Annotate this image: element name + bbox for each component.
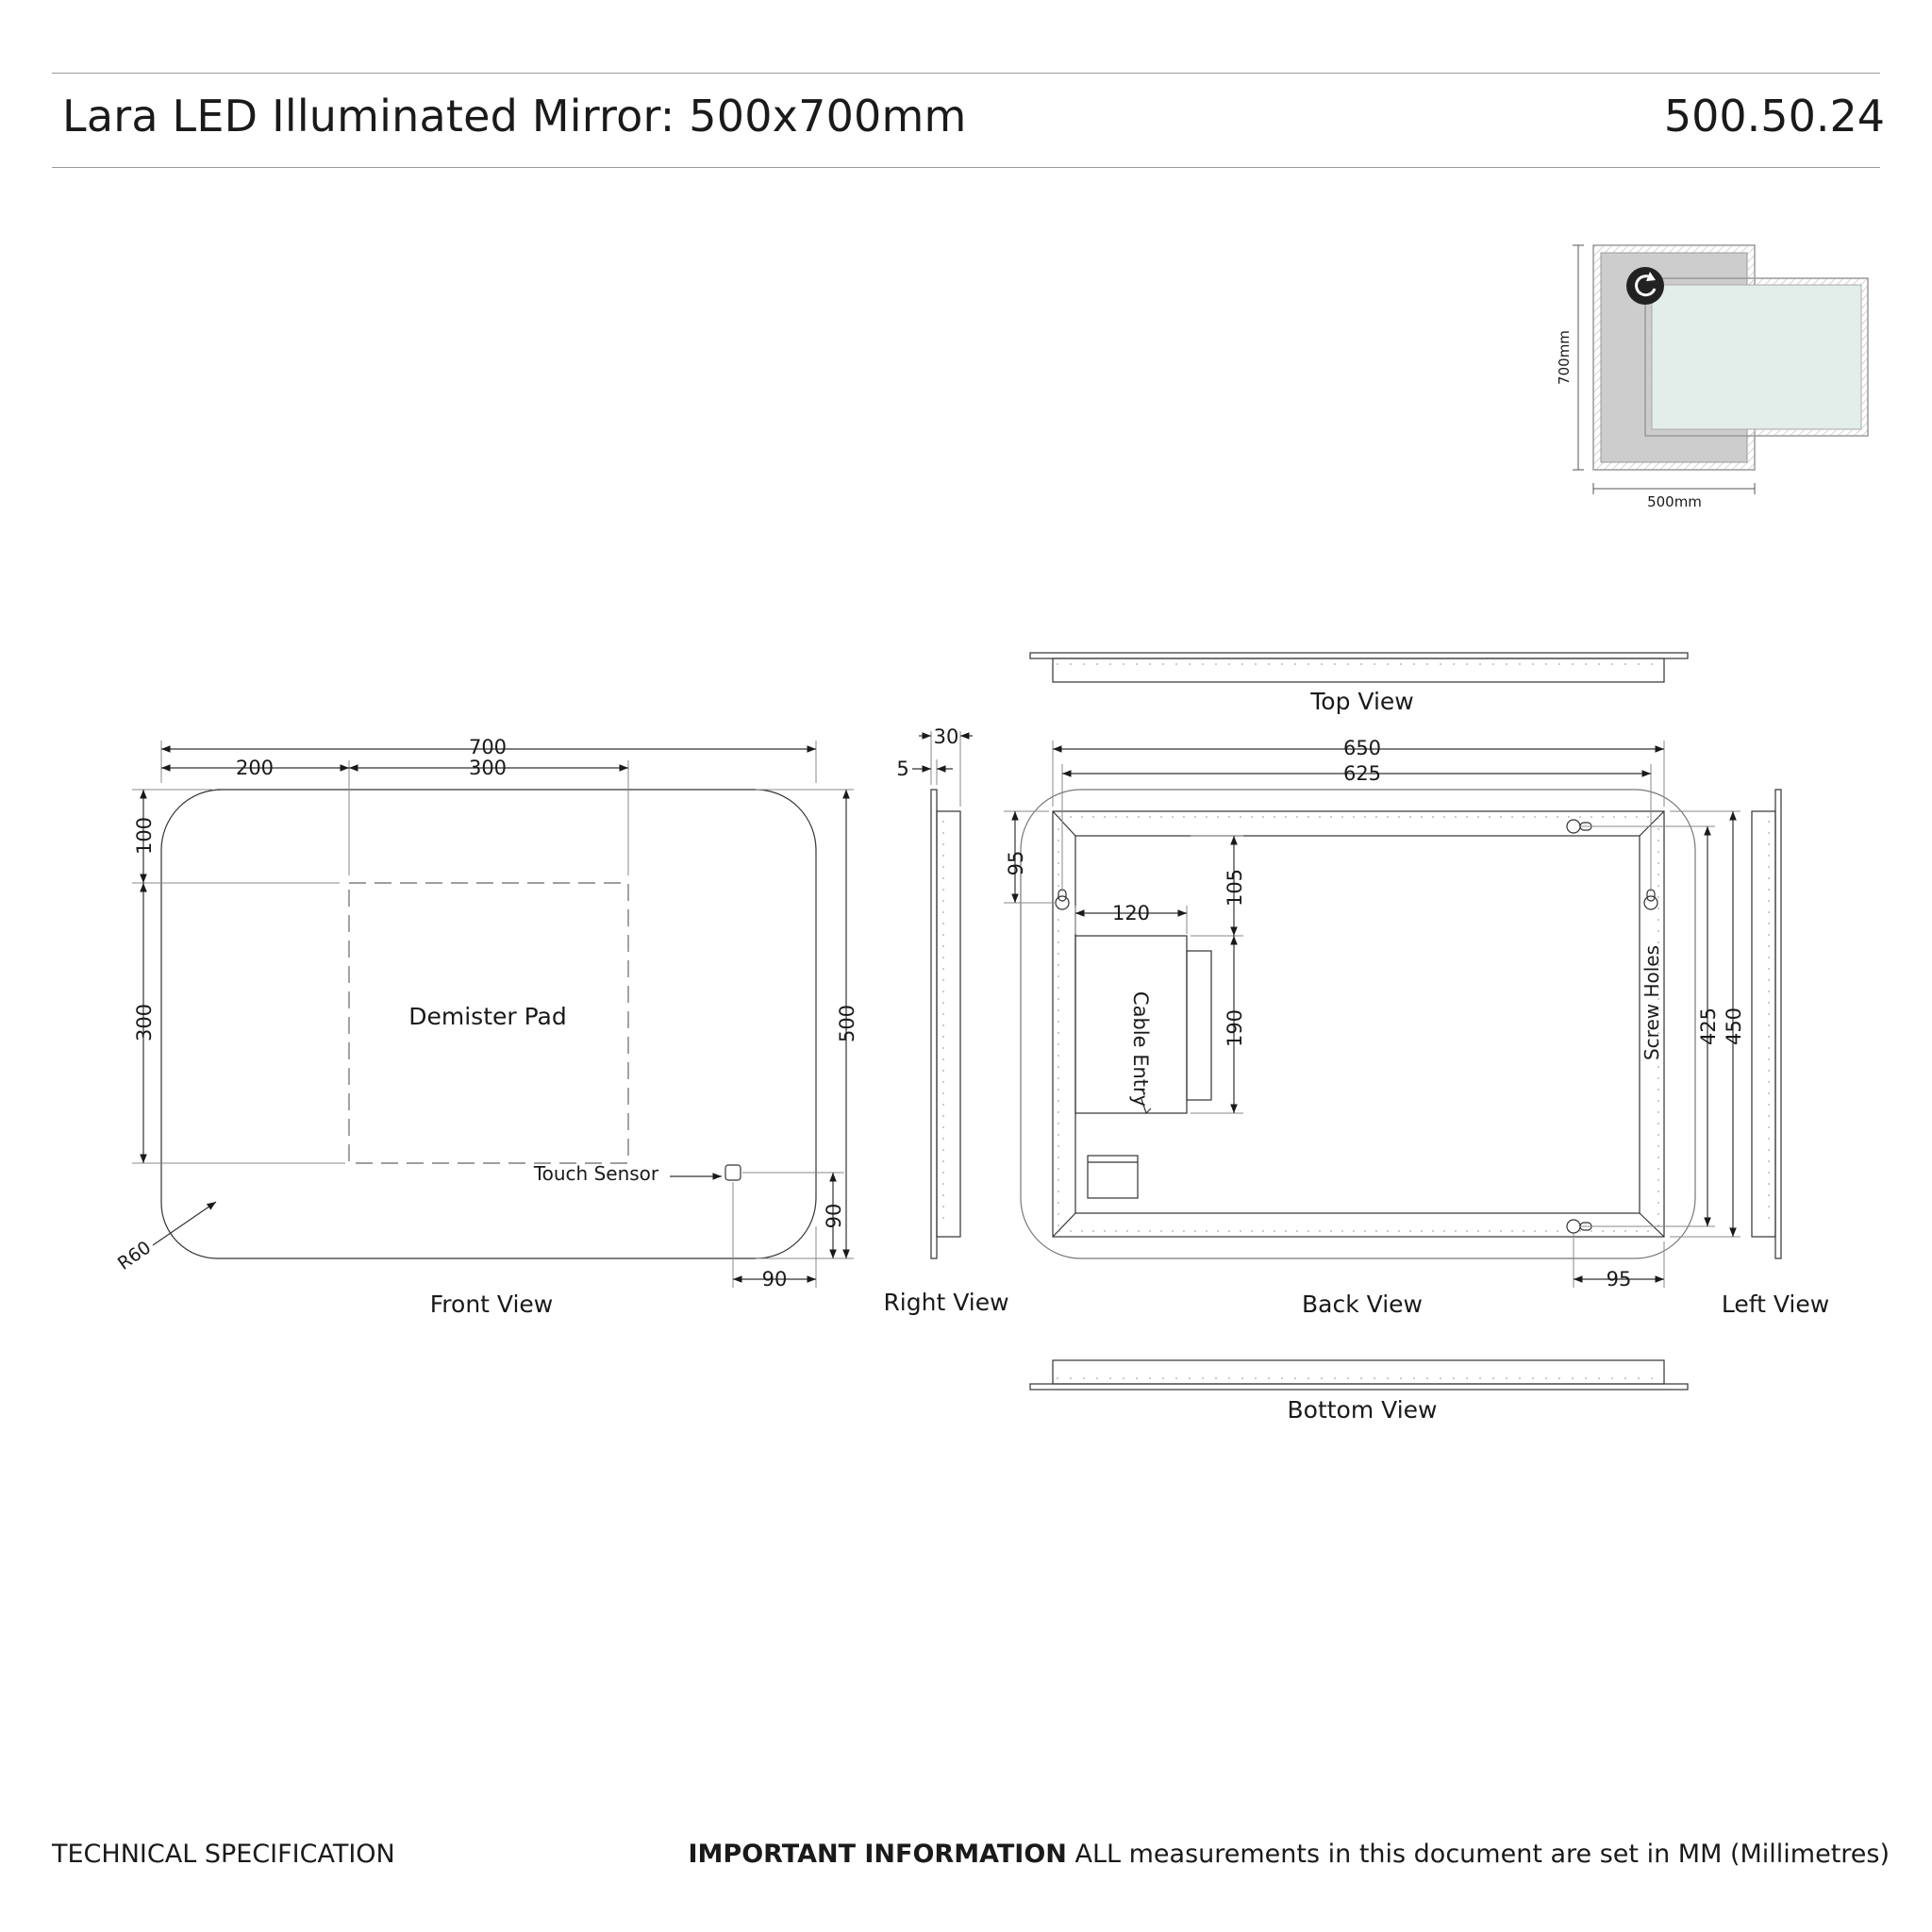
front-view-title: Front View bbox=[429, 1291, 554, 1318]
dim-back-box-width: 120 bbox=[1111, 902, 1151, 924]
screw-hole-right bbox=[1644, 890, 1657, 909]
back-frame-inner bbox=[1075, 836, 1640, 1213]
rotate-icon[interactable] bbox=[1626, 267, 1664, 305]
dim-back-width-inner: 625 bbox=[1342, 762, 1382, 785]
dim-back-hole-side: 95 bbox=[1606, 1268, 1632, 1291]
screw-hole-left bbox=[1056, 890, 1069, 909]
dim-front-pad-width: 300 bbox=[468, 757, 508, 779]
back-view bbox=[1004, 741, 1740, 1288]
dim-right-depth: 30 bbox=[933, 725, 959, 748]
dim-back-height-outer: 450 bbox=[1723, 1007, 1745, 1046]
top-view-title: Top View bbox=[1310, 688, 1414, 715]
top-view bbox=[1030, 653, 1688, 682]
dim-front-sensor-bottom: 90 bbox=[823, 1203, 845, 1229]
demister-pad-label: Demister Pad bbox=[408, 1003, 567, 1030]
front-view-labels bbox=[114, 736, 858, 1318]
dim-back-height-inner: 425 bbox=[1697, 1007, 1720, 1046]
cable-entry-label: Cable Entry bbox=[1129, 991, 1152, 1108]
dim-front-height-total: 500 bbox=[836, 1004, 858, 1043]
right-view bbox=[912, 731, 973, 1258]
right-view-labels bbox=[883, 725, 1008, 1316]
dim-front-pad-height: 300 bbox=[133, 1003, 156, 1042]
dim-back-box-top: 105 bbox=[1224, 868, 1246, 908]
dim-front-sensor-side: 90 bbox=[761, 1268, 788, 1291]
bottom-view bbox=[1030, 1360, 1688, 1390]
dim-front-left-offset: 200 bbox=[235, 757, 275, 779]
left-view bbox=[1752, 790, 1781, 1258]
footer-important-info bbox=[689, 1840, 1890, 1869]
thumb-height-label: 700mm bbox=[1556, 330, 1573, 385]
page-title: Lara LED Illuminated Mirror: 500x700mm bbox=[62, 91, 967, 142]
touch-sensor bbox=[725, 1165, 741, 1180]
back-mirror-outline bbox=[1021, 790, 1695, 1258]
dim-right-glass: 5 bbox=[896, 758, 909, 780]
screw-holes-label: Screw Holes bbox=[1641, 944, 1663, 1061]
dim-back-hole-top: 95 bbox=[1005, 850, 1027, 876]
thumb-width-label: 500mm bbox=[1647, 493, 1702, 510]
dim-back-box-height: 190 bbox=[1224, 1008, 1246, 1048]
back-view-title: Back View bbox=[1302, 1291, 1423, 1318]
dim-front-width-total: 700 bbox=[468, 736, 508, 758]
left-view-title: Left View bbox=[1721, 1291, 1830, 1318]
right-view-title: Right View bbox=[883, 1289, 1009, 1316]
touch-sensor-label: Touch Sensor bbox=[533, 1162, 659, 1185]
important-label: IMPORTANT INFORMATION bbox=[688, 1840, 1067, 1869]
dim-front-top-offset: 100 bbox=[133, 816, 156, 856]
footer-technical-spec: TECHNICAL SPECIFICATION bbox=[52, 1840, 395, 1869]
orientation-thumbnail bbox=[1556, 245, 1868, 510]
product-code: 500.50.24 bbox=[1663, 91, 1885, 142]
radius-label: R60 bbox=[113, 1237, 156, 1274]
dim-back-width-outer: 650 bbox=[1342, 737, 1382, 759]
important-text: ALL measurements in this document are set in MM (Millimetres) bbox=[1066, 1840, 1890, 1869]
bottom-view-title: Bottom View bbox=[1287, 1396, 1438, 1424]
